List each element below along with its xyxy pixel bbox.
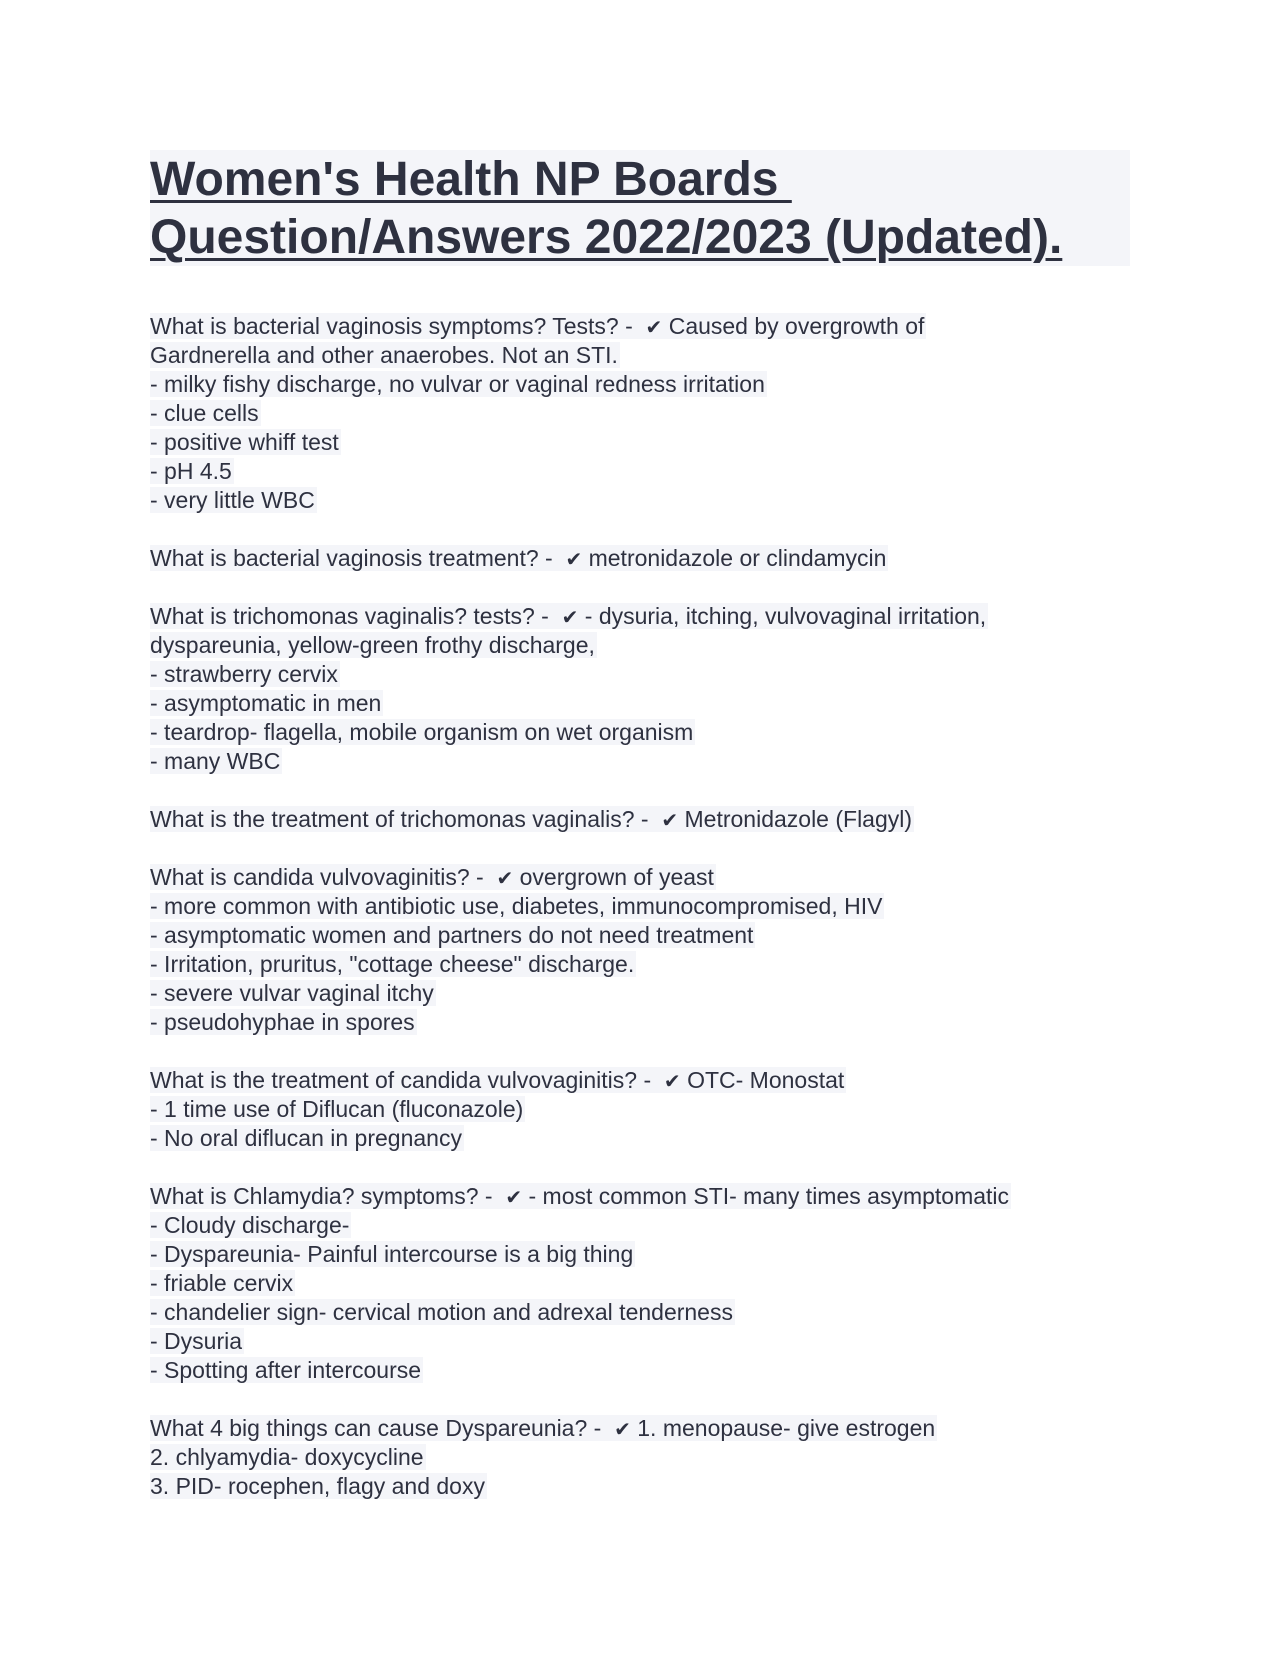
answer-line-text: - Irritation, pruritus, "cottage cheese" discharge. [150, 951, 635, 977]
answer-line-text: - clue cells [150, 400, 259, 426]
checkmark-icon: ✔ [505, 1185, 523, 1209]
qa-list [150, 312, 1150, 1530]
checkmark-icon: ✔ [496, 866, 514, 890]
answer-line [150, 921, 1150, 950]
answer-line [150, 747, 1150, 776]
document-title-line-2: Question/Answers 2022/2023 (Updated). [150, 211, 1063, 264]
answer-line [150, 1443, 1150, 1472]
checkmark-icon: ✔ [661, 808, 679, 832]
checkmark-icon: ✔ [645, 315, 663, 339]
qa-item [150, 863, 1150, 1037]
qa-item [150, 602, 1150, 776]
qa-first-line [150, 544, 1150, 573]
qa-first-line-highlight [150, 1415, 937, 1441]
answer-line-text: - pH 4.5 [150, 458, 232, 484]
question-text: What is Chlamydia? symptoms? - [150, 1183, 499, 1209]
answer-line-text: - friable cervix [150, 1270, 294, 1296]
question-text: What is the treatment of candida vulvovaginitis? - [150, 1067, 658, 1093]
answer-line-text: - strawberry cervix [150, 661, 338, 687]
qa-first-line-highlight [150, 1067, 846, 1093]
qa-first-line [150, 1414, 1150, 1443]
answer-line-text: - positive whiff test [150, 429, 339, 455]
answer-line [150, 1269, 1150, 1298]
answer-text: Caused by overgrowth of [662, 313, 925, 339]
qa-first-line [150, 1182, 1150, 1211]
answer-line-text: - many WBC [150, 748, 281, 774]
answer-line-text: - chandelier sign- cervical motion and adrexal tenderness [150, 1299, 733, 1325]
question-text: What is trichomonas vaginalis? tests? - [150, 603, 556, 629]
answer-line [150, 341, 1150, 370]
qa-item [150, 805, 1150, 834]
answer-line [150, 1124, 1150, 1153]
qa-first-line-highlight [150, 545, 888, 571]
question-text: What is bacterial vaginosis symptoms? Tests? - [150, 313, 640, 339]
qa-first-line-highlight [150, 313, 926, 339]
answer-line-text: - 1 time use of Diflucan (fluconazole) [150, 1096, 524, 1122]
answer-line-text: - asymptomatic in men [150, 690, 382, 716]
answer-line [150, 950, 1150, 979]
answer-line [150, 1008, 1150, 1037]
answer-line [150, 660, 1150, 689]
qa-item [150, 1066, 1150, 1153]
answer-text: 1. menopause- give estrogen [630, 1415, 936, 1441]
answer-line [150, 1211, 1150, 1240]
answer-line [150, 892, 1150, 921]
answer-line [150, 689, 1150, 718]
qa-first-line-highlight [150, 603, 988, 629]
answer-line [150, 1356, 1150, 1385]
answer-line-text: - Dyspareunia- Painful intercourse is a big thing [150, 1241, 634, 1267]
qa-first-line [150, 1066, 1150, 1095]
answer-line [150, 631, 1150, 660]
answer-text: metronidazole or clindamycin [582, 545, 887, 571]
answer-line-text: - Cloudy discharge- [150, 1212, 350, 1238]
answer-line [150, 718, 1150, 747]
qa-first-line [150, 805, 1150, 834]
answer-line-text: - Spotting after intercourse [150, 1357, 422, 1383]
answer-line [150, 1327, 1150, 1356]
answer-line-text: - Dysuria [150, 1328, 243, 1354]
answer-line [150, 428, 1150, 457]
answer-line [150, 486, 1150, 515]
answer-line-text: - very little WBC [150, 487, 315, 513]
qa-item [150, 1182, 1150, 1385]
answer-line [150, 1298, 1150, 1327]
answer-line-text: Gardnerella and other anaerobes. Not an STI. [150, 342, 618, 368]
document-title-line-1: Women's Health NP Boards [150, 153, 792, 206]
qa-first-line [150, 602, 1150, 631]
answer-line-text: - teardrop- flagella, mobile organism on wet organism [150, 719, 694, 745]
answer-line-text: - more common with antibiotic use, diabetes, immunocompromised, HIV [150, 893, 883, 919]
answer-line-text: - milky fishy discharge, no vulvar or vaginal redness irritation [150, 371, 765, 397]
answer-line [150, 399, 1150, 428]
answer-line [150, 370, 1150, 399]
checkmark-icon: ✔ [614, 1417, 631, 1441]
answer-line-text: - No oral diflucan in pregnancy [150, 1125, 462, 1151]
answer-line-text: dyspareunia, yellow-green frothy discharge, [150, 632, 595, 658]
qa-first-line-highlight [150, 864, 716, 890]
qa-first-line-highlight [150, 806, 914, 832]
answer-text: - most common STI- many times asymptomatic [522, 1183, 1010, 1209]
answer-line-text: 2. chlyamydia- doxycycline [150, 1444, 424, 1470]
answer-line-text: - pseudohyphae in spores [150, 1009, 415, 1035]
answer-line [150, 1095, 1150, 1124]
answer-line-text: - asymptomatic women and partners do not need treatment [150, 922, 754, 948]
answer-line [150, 979, 1150, 1008]
answer-line-text: - severe vulvar vaginal itchy [150, 980, 434, 1006]
qa-first-line [150, 312, 1150, 341]
answer-text: overgrown of yeast [513, 864, 714, 890]
qa-item [150, 312, 1150, 515]
answer-line [150, 457, 1150, 486]
answer-line-text: 3. PID- rocephen, flagy and doxy [150, 1473, 485, 1499]
checkmark-icon: ✔ [561, 605, 579, 629]
checkmark-icon: ✔ [663, 1069, 681, 1093]
answer-text: Metronidazole (Flagyl) [678, 806, 913, 832]
question-text: What 4 big things can cause Dyspareunia? - [150, 1415, 608, 1441]
qa-item [150, 544, 1150, 573]
question-text: What is the treatment of trichomonas vaginalis? - [150, 806, 655, 832]
question-text: What is bacterial vaginosis treatment? - [150, 545, 560, 571]
answer-line [150, 1472, 1150, 1501]
answer-text: OTC- Monostat [680, 1067, 845, 1093]
answer-line [150, 1240, 1150, 1269]
qa-first-line [150, 863, 1150, 892]
question-text: What is candida vulvovaginitis? - [150, 864, 491, 890]
qa-item [150, 1414, 1150, 1501]
checkmark-icon: ✔ [565, 547, 583, 571]
qa-first-line-highlight [150, 1183, 1011, 1209]
answer-text: - dysuria, itching, vulvovaginal irritation, [578, 603, 987, 629]
